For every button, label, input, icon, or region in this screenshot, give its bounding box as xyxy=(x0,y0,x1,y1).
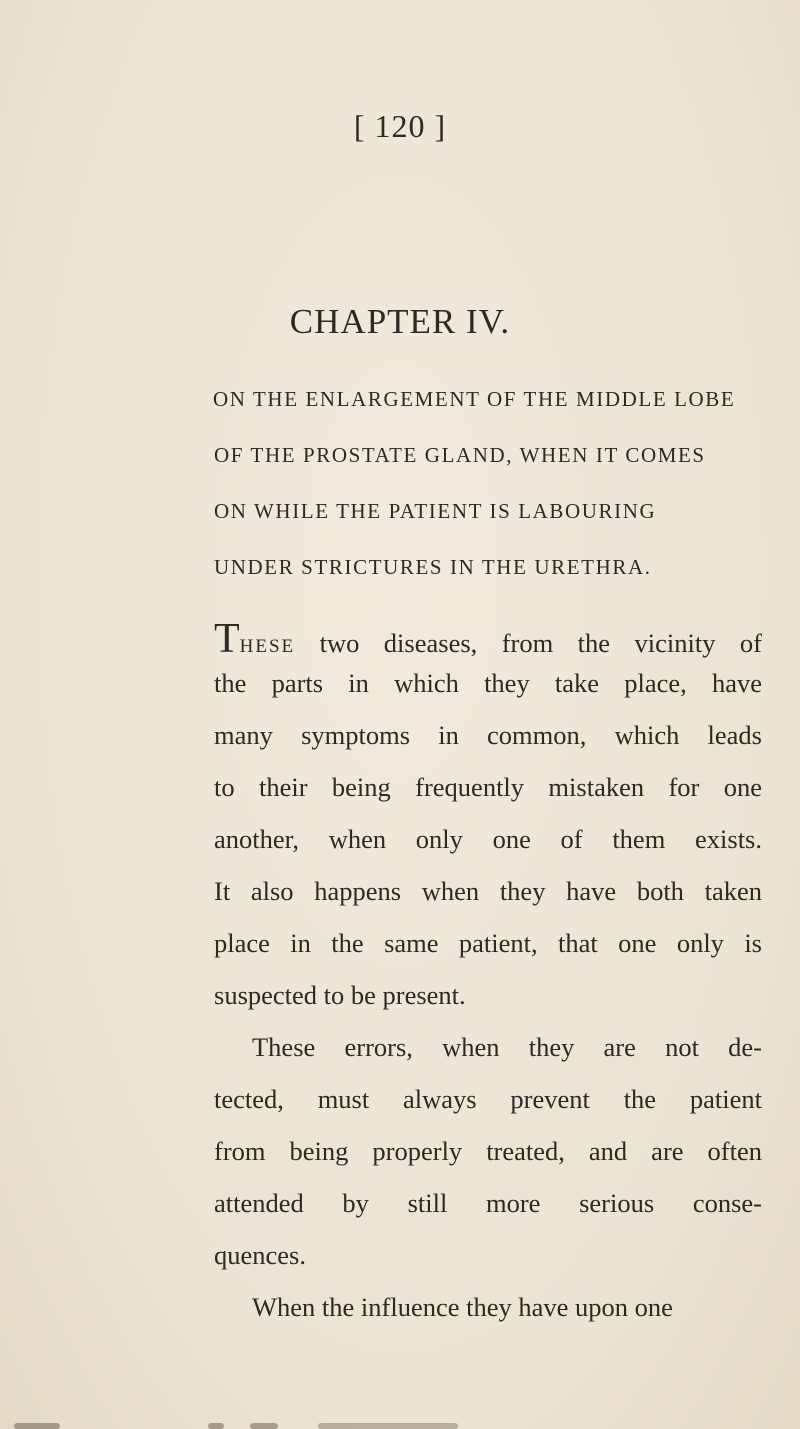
body-line: the parts in which they take place, have xyxy=(214,668,762,698)
chapter-subtitle-line: OF THE PROSTATE GLAND, WHEN IT COMES xyxy=(214,443,706,467)
body-line: tected, must always prevent the patient xyxy=(214,1084,762,1114)
page-number: [ 120 ] xyxy=(353,108,447,144)
body-first-line xyxy=(214,618,762,660)
first-line-text: two diseases, from the vicinity of xyxy=(319,628,762,658)
body-line: When the influence they have upon one xyxy=(252,1292,673,1322)
page-edge-smudge xyxy=(14,1423,60,1429)
small-caps-word: HESE xyxy=(239,636,296,657)
chapter-subtitle-line: ON THE ENLARGEMENT OF THE MIDDLE LOBE xyxy=(213,387,736,411)
body-line: from being properly treated, and are often xyxy=(214,1136,762,1166)
body-line: These errors, when they are not de- xyxy=(252,1032,762,1062)
page-edge-smudge xyxy=(250,1423,278,1429)
body-line: to their being frequently mistaken for one xyxy=(214,772,762,802)
body-line: another, when only one of them exists. xyxy=(214,824,762,854)
chapter-subtitle-line: ON WHILE THE PATIENT IS LABOURING xyxy=(214,499,657,523)
chapter-title: CHAPTER IV. xyxy=(289,302,511,341)
body-line: suspected to be present. xyxy=(214,980,466,1010)
body-line: quences. xyxy=(214,1240,306,1270)
drop-cap: T xyxy=(214,616,240,662)
body-line: It also happens when they have both taken xyxy=(214,876,762,906)
body-line: attended by still more serious conse- xyxy=(214,1188,762,1218)
body-line: many symptoms in common, which leads xyxy=(214,720,762,750)
chapter-subtitle-line: UNDER STRICTURES IN THE URETHRA. xyxy=(214,555,652,579)
page-edge-smudge xyxy=(318,1423,458,1429)
body-line: place in the same patient, that one only is xyxy=(214,928,762,958)
page-edge-smudge xyxy=(208,1423,224,1429)
